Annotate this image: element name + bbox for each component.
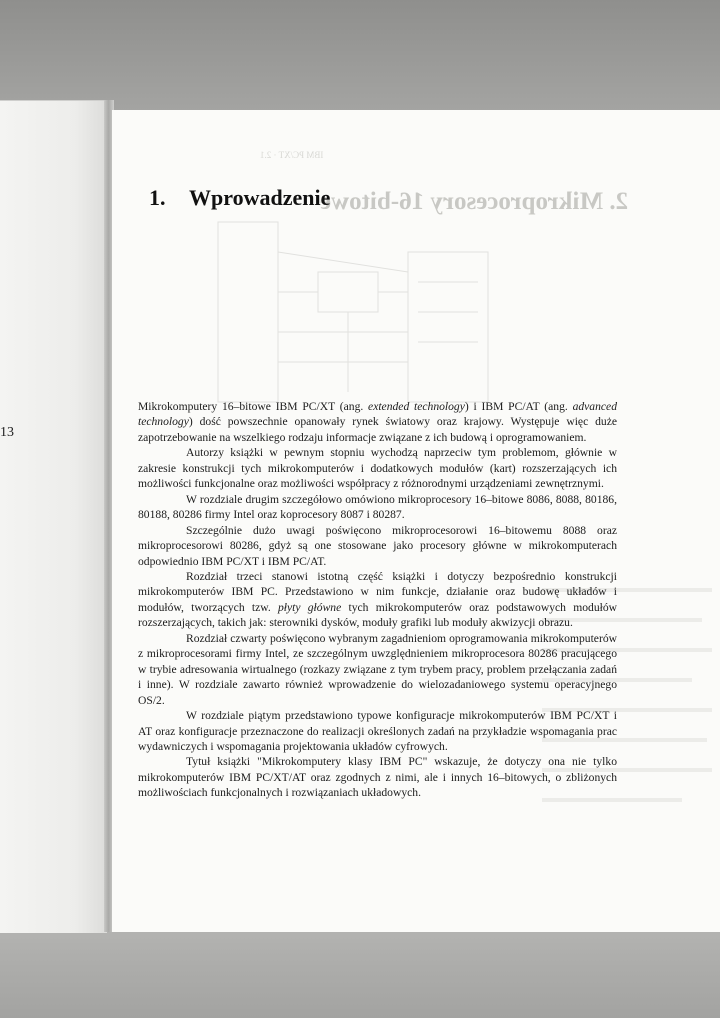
previous-page	[0, 100, 107, 933]
text-run: ) i IBM PC/AT (ang.	[464, 400, 573, 413]
bleed-through-heading: 2. Mikroprocesory 16-bitowe	[320, 188, 629, 215]
text-run: Rozdział trzeci stanowi istotną część książki i dotyczy bezpośrednio konstrukcji mikrokomputerów IBM PC. Przedstawiono w nim funkcje, działanie oraz budowę układów i modułów, tworzących tzw.	[138, 569, 617, 614]
chapter-title: Wprowadzenie	[189, 185, 331, 210]
paragraph	[138, 754, 617, 800]
text-run: tych mikrokomputerów oraz podstawowych modułów rozszerzających, takich jak: sterowniki dysków, moduły grafiki lub moduły akwizycji obrazu.	[138, 600, 618, 630]
previous-page-number: 13	[0, 425, 14, 440]
text-run: Autorzy książki w pewnym stopniu wychodzą naprzeciw tym problemom, głównie w zakresie konstrukcji tych mikrokomputerów i dodatkowych modułów (kart) rozszerzających ich możliwości funkcjonalne oraz możliwości współpracy z różnorodnymi urządzeniami zewnętrznymi.	[138, 446, 617, 491]
text-run: Tytuł książki "Mikrokomputery klasy IBM PC" wskazuje, że dotyczy ona nie tylko mikrokomputerów IBM PC/XT/AT oraz zgodnych z nimi, ale i innych 16–bitowych, o zbliżonych możliwościach funkcjonalnych i rozwiązaniach układowych.	[138, 755, 617, 800]
bleed-through-figure	[208, 212, 508, 422]
paragraph	[138, 523, 617, 569]
italic-term: płyty główne	[277, 600, 342, 614]
italic-term: extended technology	[368, 400, 465, 413]
paragraph	[138, 631, 617, 708]
text-run: W rozdziale piątym przedstawiono typowe konfiguracje mikrokomputerów IBM PC/XT i AT oraz konfiguracje przeznaczone do realizacji określonych zadań na przykładzie wspomagania prac wydawniczych i wspomagania projektowania układów cyfrowych.	[138, 709, 617, 753]
text-run: Rozdział czwarty poświęcono wybranym zagadnieniom oprogramowania mikrokomputerów z mikroprocesorami firmy Intel, ze szczególnym uwzględnieniem mikroprocesora 80286 pracującego w trybie adresowania wirtualnego (rozkazy związane z tym trybem pracy, problem przełączania zadań i inne). W rozdziale zawarto również wprowadzenie do wielozadaniowego systemu operacyjnego OS/2.	[138, 631, 617, 707]
paragraph	[138, 399, 617, 445]
text-run: Szczególnie dużo uwagi poświęcono mikroprocesorowi 16–bitowemu 8088 oraz mikroprocesorowi 80286, gdyż są one stosowane jako procesory główne w mikrokomputerach odpowiednio IBM PC/XT i IBM PC/AT.	[138, 523, 617, 568]
text-run: ) dość powszechnie opanowały rynek światowy oraz krajowy. Występuje więc duże zapotrzebowanie na wszelkiego rodzaju informacje związane z ich budową i oprogramowaniem.	[138, 415, 617, 444]
text-run: W rozdziale drugim szczegółowo omówiono mikroprocesory 16–bitowe 8086, 8088, 80186, 80188, 80286 firmy Intel oraz koprocesory 8087 i 80287.	[138, 492, 617, 522]
chapter-number: 1.	[149, 185, 166, 210]
scanner-background-top	[0, 0, 720, 112]
italic-term: advanced technology	[138, 400, 617, 429]
paragraph	[138, 445, 617, 491]
paragraph	[138, 492, 617, 523]
bleed-through-runner: IBM PC/XT · 2.1	[260, 150, 324, 160]
scanner-background-bottom	[0, 930, 720, 1018]
paragraph	[138, 569, 617, 631]
book-page	[112, 110, 720, 932]
paragraph	[138, 708, 617, 754]
text-run: Mikrokomputery 16–bitowe IBM PC/XT (ang.	[138, 400, 369, 413]
body-text	[138, 399, 617, 801]
